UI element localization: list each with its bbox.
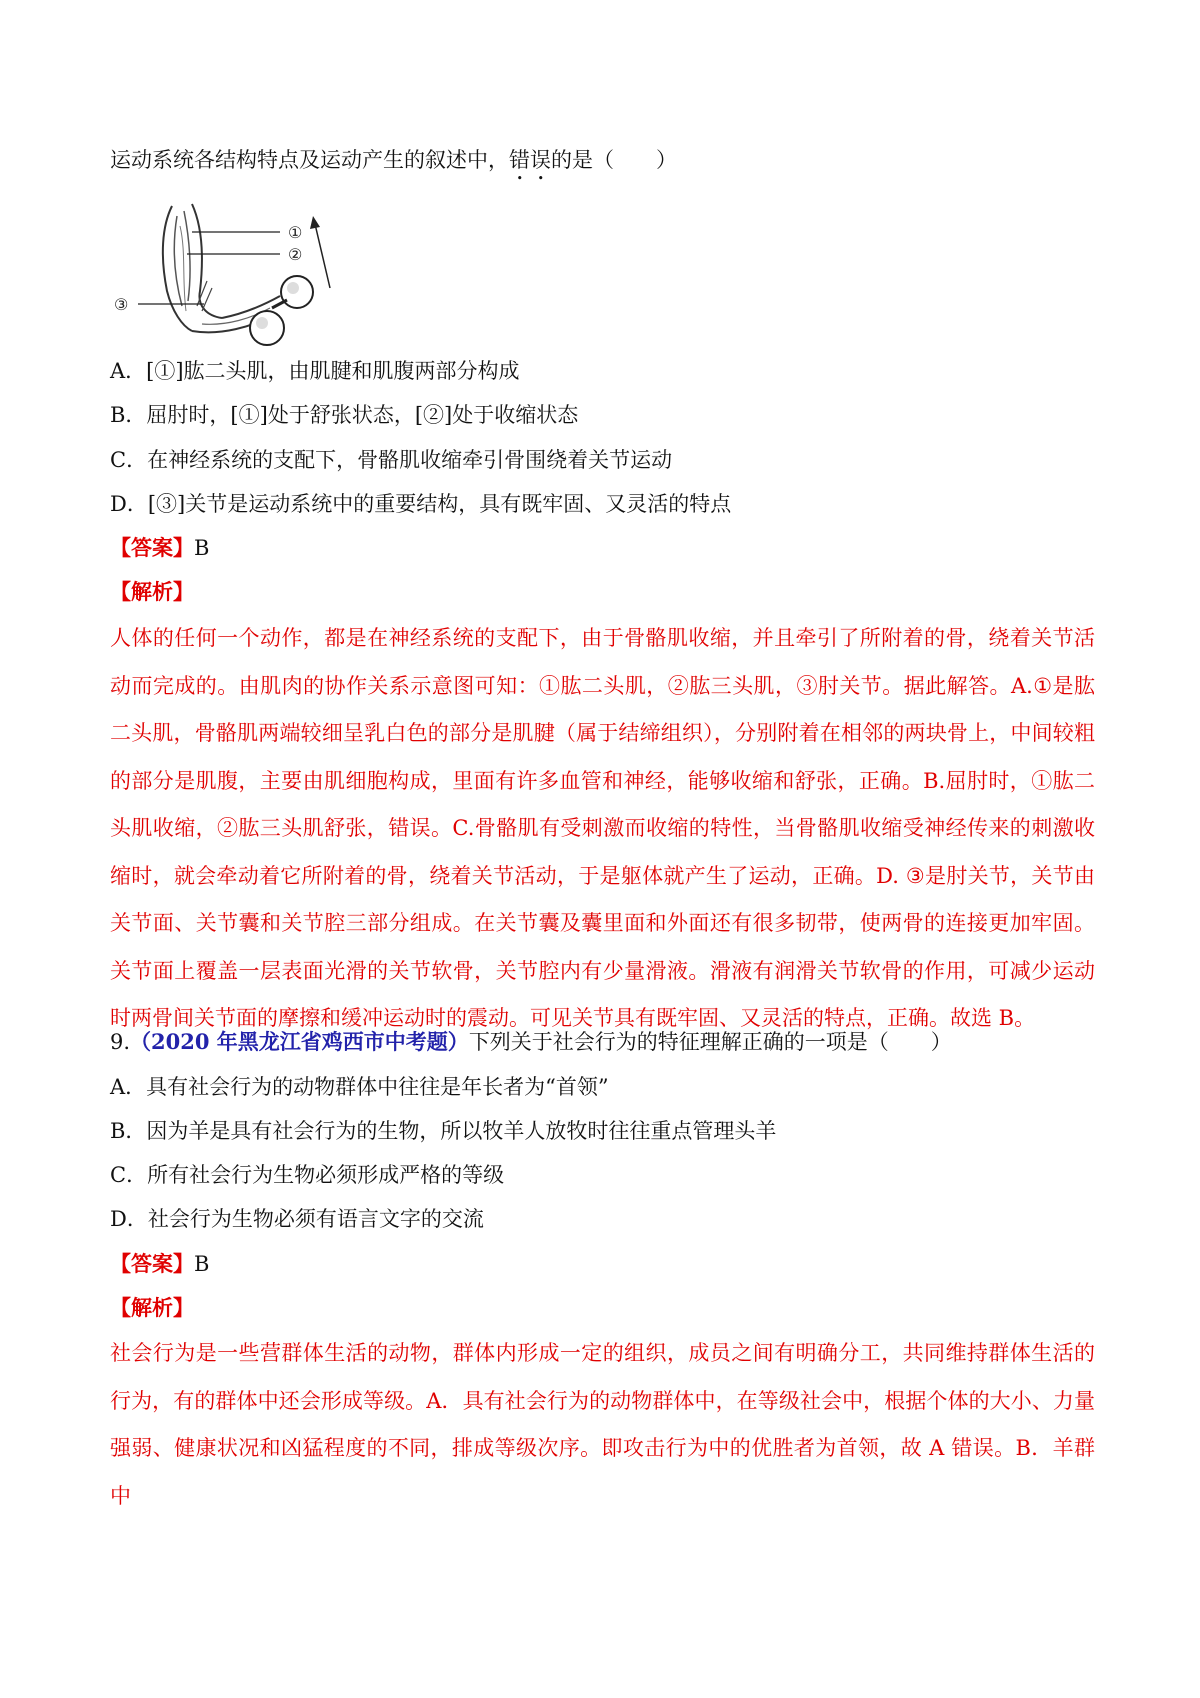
q9-source: （2020 年黑龙江省鸡西市中考题） xyxy=(130,1029,469,1054)
q9-option-a: A．具有社会行为的动物群体中往往是年长者为“首领” xyxy=(110,1075,609,1099)
q9-answer xyxy=(110,1250,209,1278)
arm-muscle-diagram xyxy=(112,196,352,376)
q9-answer-value: B xyxy=(194,1252,210,1276)
q9-number: 9. xyxy=(110,1030,131,1054)
q8-stem-part-b: 的是（ ） xyxy=(551,148,677,172)
q9-analysis-label: 【解析】 xyxy=(110,1295,194,1320)
q9-stem-text: 下列关于社会行为的特征理解正确的一项是（ ） xyxy=(468,1030,952,1054)
q8-answer-label: 【答案】 xyxy=(110,535,194,560)
q9-analysis-text: 社会行为是一些营群体生活的动物，群体内形成一定的组织，成员之间有明确分工，共同维持群体生活的行为，有的群体中还会形成等级。A．具有社会行为的动物群体中，在等级社会中，根据个体的大小、力量强弱、健康状况和凶猛程度的不同，排成等级次序。即攻击行为中的优胜者为首领，故 A 错误。B．羊群中 xyxy=(110,1341,1095,1508)
q9-option-d: D．社会行为生物必须有语言文字的交流 xyxy=(110,1207,484,1231)
q9-option-c: C．所有社会行为生物必须形成严格的等级 xyxy=(110,1163,505,1187)
q8-option-a: A．[①]肱二头肌，由肌腱和肌腹两部分构成 xyxy=(110,359,520,383)
q8-option-b: B．屈肘时，[①]处于舒张状态，[②]处于收缩状态 xyxy=(110,403,579,427)
q8-option-d: D．[③]关节是运动系统中的重要结构，具有既牢固、又灵活的特点 xyxy=(110,492,732,516)
q8-stem xyxy=(110,146,677,185)
q8-option-c: C．在神经系统的支配下，骨骼肌收缩牵引骨围绕着关节运动 xyxy=(110,448,673,472)
figure-label-3: ③ xyxy=(114,295,129,314)
figure-label-1: ① xyxy=(288,223,303,242)
arrow-head-icon xyxy=(310,216,320,229)
figure-label-2: ② xyxy=(288,245,303,264)
movement-arrow xyxy=(315,224,330,288)
q9-stem xyxy=(110,1028,952,1056)
q9-answer-label: 【答案】 xyxy=(110,1251,194,1276)
q8-analysis-text: 人体的任何一个动作，都是在神经系统的支配下，由于骨骼肌收缩，并且牵引了所附着的骨，绕着关节活动而完成的。由肌肉的协作关系示意图可知：①肱二头肌，②肱三头肌，③肘关节。据此解答。A.①是肱二头肌，骨骼肌两端较细呈乳白色的部分是肌腱（属于结缔组织），分别附着在相邻的两块骨上，中间较粗的部分是肌腹，主要由肌细胞构成，里面有许多血管和神经，能够收缩和舒张，正确。B.屈肘时，①肱二头肌收缩，②肱三头肌舒张，错误。C.骨骼肌有受刺激而收缩的特性，当骨骼肌收缩受神经传来的刺激收缩时，就会牵动着它所附着的骨，绕着关节活动，于是躯体就产生了运动，正确。D. ③是肘关节，关节由关节面、关节囊和关节腔三部分组成。在关节囊及囊里面和外面还有很多韧带，使两骨的连接更加牢固。关节面上覆盖一层表面光滑的关节软骨，关节腔内有少量滑液。滑液有润滑关节软骨的作用，可减少运动时两骨间关节面的摩擦和缓冲运动时的震动。可见关节具有既牢固、又灵活的特点，正确。故选 B。 xyxy=(110,626,1095,1030)
q8-stem-part-a: 运动系统各结构特点及运动产生的叙述中， xyxy=(110,148,509,172)
q8-answer-value: B xyxy=(194,536,210,560)
q8-analysis-label: 【解析】 xyxy=(110,579,194,604)
q9-option-b: B．因为羊是具有社会行为的生物，所以牧羊人放牧时往往重点管理头羊 xyxy=(110,1119,777,1143)
q8-answer xyxy=(110,534,209,562)
q8-stem-emphasis: 错误 xyxy=(509,148,551,172)
